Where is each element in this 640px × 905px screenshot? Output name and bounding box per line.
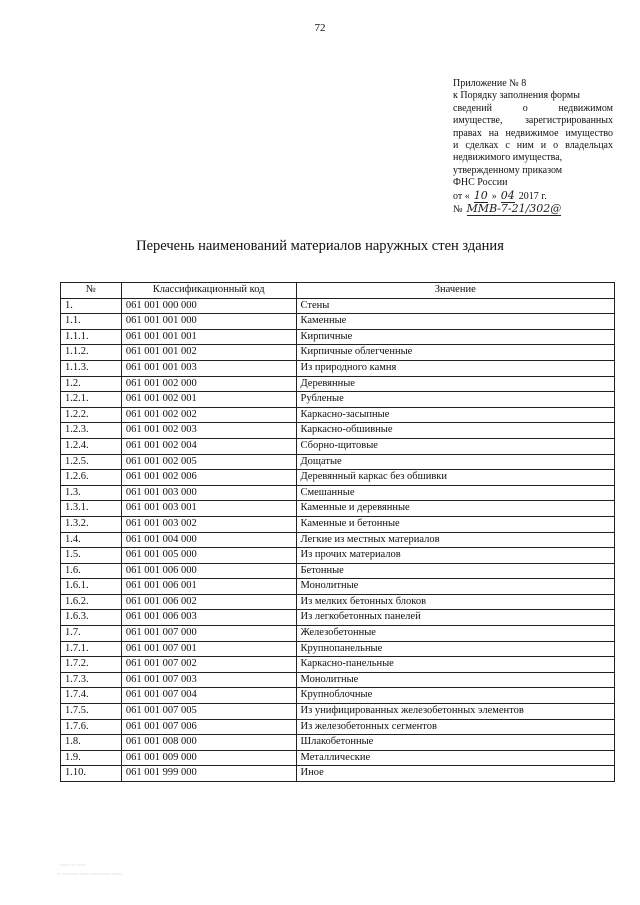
table-row: [61, 345, 615, 361]
row-code: 061 001 002 003: [121, 423, 296, 439]
materials-table: [60, 282, 615, 782]
row-code: 061 001 004 000: [121, 532, 296, 548]
row-value: Каркасно-засыпные: [296, 407, 615, 423]
row-value: Крупноблочные: [296, 688, 615, 704]
table-row: [61, 688, 615, 704]
row-number: 1.3.2.: [61, 516, 122, 532]
date-prefix: от «: [453, 190, 470, 202]
table-row: [61, 610, 615, 626]
row-number: 1.: [61, 298, 122, 314]
row-code: 061 001 999 000: [121, 766, 296, 782]
row-code: 061 001 001 003: [121, 360, 296, 376]
table-row: [61, 407, 615, 423]
order-number: [453, 203, 613, 216]
row-number: 1.6.2.: [61, 594, 122, 610]
row-value: Крупнопанельные: [296, 641, 615, 657]
row-code: 061 001 007 002: [121, 657, 296, 673]
row-code: 061 001 007 004: [121, 688, 296, 704]
row-value: Монолитные: [296, 672, 615, 688]
table-row: [61, 516, 615, 532]
row-number: 1.7.6.: [61, 719, 122, 735]
row-code: 061 001 005 000: [121, 548, 296, 564]
row-number: 1.1.2.: [61, 345, 122, 361]
table-row: [61, 657, 615, 673]
row-number: 1.10.: [61, 766, 122, 782]
table-row: [61, 719, 615, 735]
row-number: 1.7.3.: [61, 672, 122, 688]
table-row: [61, 704, 615, 720]
table-row: [61, 532, 615, 548]
row-value: Из унифицированных железобетонных элементов: [296, 704, 615, 720]
row-code: 061 001 006 000: [121, 563, 296, 579]
row-code: 061 001 006 001: [121, 579, 296, 595]
table-row: [61, 454, 615, 470]
row-number: 1.7.2.: [61, 657, 122, 673]
row-number: 1.1.3.: [61, 360, 122, 376]
row-number: 1.9.: [61, 750, 122, 766]
table-row: [61, 314, 615, 330]
appendix-line: к Порядку заполнения формы: [453, 90, 580, 102]
row-code: 061 001 006 003: [121, 610, 296, 626]
order-date: [453, 190, 613, 203]
table-row: [61, 735, 615, 751]
row-value: Иное: [296, 766, 615, 782]
row-code: 061 001 001 001: [121, 329, 296, 345]
row-value: Из мелких бетонных блоков: [296, 594, 615, 610]
row-value: Монолитные: [296, 579, 615, 595]
row-number: 1.6.1.: [61, 579, 122, 595]
appendix-block: [453, 78, 613, 216]
table-row: [61, 594, 615, 610]
row-code: 061 001 001 002: [121, 345, 296, 361]
table-row: [61, 501, 615, 517]
date-mid: »: [491, 190, 497, 202]
row-number: 1.2.2.: [61, 407, 122, 423]
table-row: [61, 485, 615, 501]
table-row: [61, 298, 615, 314]
number-prefix: №: [453, 204, 463, 216]
table-row: [61, 360, 615, 376]
row-code: 061 001 002 005: [121, 454, 296, 470]
row-number: 1.6.3.: [61, 610, 122, 626]
row-code: 061 001 008 000: [121, 735, 296, 751]
table-row: [61, 548, 615, 564]
table-row: [61, 766, 615, 782]
table-row: [61, 392, 615, 408]
table-row: [61, 641, 615, 657]
appendix-line: имуществе, зарегистрированных: [453, 115, 613, 127]
row-number: 1.2.: [61, 376, 122, 392]
row-value: Из железобетонных сегментов: [296, 719, 615, 735]
row-code: 061 001 000 000: [121, 298, 296, 314]
row-value: Из легкобетонных панелей: [296, 610, 615, 626]
header-number: №: [61, 283, 122, 299]
row-code: 061 001 003 002: [121, 516, 296, 532]
row-value: Дощатые: [296, 454, 615, 470]
row-value: Шлакобетонные: [296, 735, 615, 751]
row-number: 1.3.: [61, 485, 122, 501]
header-code: Классификационный код: [121, 283, 296, 299]
appendix-line: Приложение № 8: [453, 78, 527, 89]
row-value: Каменные: [296, 314, 615, 330]
row-value: Рубленые: [296, 392, 615, 408]
row-value: Металлические: [296, 750, 615, 766]
row-code: 061 001 003 000: [121, 485, 296, 501]
row-value: Каменные и деревянные: [296, 501, 615, 517]
table-row: [61, 563, 615, 579]
row-value: Деревянный каркас без обшивки: [296, 470, 615, 486]
table-row: [61, 626, 615, 642]
row-code: 061 001 002 006: [121, 470, 296, 486]
date-year: 2017 г.: [518, 190, 547, 202]
row-number: 1.3.1.: [61, 501, 122, 517]
row-value: Легкие из местных материалов: [296, 532, 615, 548]
row-number: 1.2.3.: [61, 423, 122, 439]
row-value: Кирпичные: [296, 329, 615, 345]
row-number: 1.7.1.: [61, 641, 122, 657]
table-row: [61, 750, 615, 766]
row-number: 1.5.: [61, 548, 122, 564]
row-value: Каркасно-обшивные: [296, 423, 615, 439]
row-number: 1.2.5.: [61, 454, 122, 470]
row-value: Из прочих материалов: [296, 548, 615, 564]
row-value: Бетонные: [296, 563, 615, 579]
handwritten-order-number: ММВ-7-21/302@: [466, 202, 562, 216]
row-value: Из природного камня: [296, 360, 615, 376]
row-number: 1.6.: [61, 563, 122, 579]
header-value: Значение: [296, 283, 615, 299]
row-code: 061 001 002 002: [121, 407, 296, 423]
appendix-line: сведений о недвижимом: [453, 102, 613, 114]
handwritten-month: 04: [500, 188, 515, 202]
table-row: [61, 329, 615, 345]
row-code: 061 001 003 001: [121, 501, 296, 517]
row-code: 061 001 006 002: [121, 594, 296, 610]
row-value: Каменные и бетонные: [296, 516, 615, 532]
row-number: 1.2.1.: [61, 392, 122, 408]
row-number: 1.7.4.: [61, 688, 122, 704]
row-value: Стены: [296, 298, 615, 314]
row-code: 061 001 007 005: [121, 704, 296, 720]
handwritten-day: 10: [473, 188, 488, 202]
row-number: 1.8.: [61, 735, 122, 751]
table-body: [61, 298, 615, 781]
row-value: Кирпичные облегченные: [296, 345, 615, 361]
row-number: 1.1.1.: [61, 329, 122, 345]
table-row: [61, 672, 615, 688]
row-value: Смешанные: [296, 485, 615, 501]
table-row: [61, 438, 615, 454]
appendix-line: и сделках с ним и о владельцах: [453, 140, 613, 152]
row-code: 061 001 009 000: [121, 750, 296, 766]
row-value: Каркасно-панельные: [296, 657, 615, 673]
row-number: 1.7.: [61, 626, 122, 642]
faint-marginal-note: ~~~ ~ ~~~ ~ ~~~~~ ~~~ ~~~~~~ ~~~: [56, 863, 123, 878]
row-code: 061 001 007 000: [121, 626, 296, 642]
table-row: [61, 579, 615, 595]
appendix-line: утвержденному приказом: [453, 164, 563, 176]
row-number: 1.1.: [61, 314, 122, 330]
row-value: Сборно-щитовые: [296, 438, 615, 454]
row-number: 1.2.4.: [61, 438, 122, 454]
appendix-line: ФНС России: [453, 177, 508, 189]
row-code: 061 001 007 006: [121, 719, 296, 735]
appendix-line: недвижимого имущества,: [453, 152, 563, 164]
row-value: Железобетонные: [296, 626, 615, 642]
row-code: 061 001 007 001: [121, 641, 296, 657]
row-code: 061 001 002 001: [121, 392, 296, 408]
table-row: [61, 470, 615, 486]
table-row: [61, 423, 615, 439]
row-code: 061 001 002 004: [121, 438, 296, 454]
row-number: 1.4.: [61, 532, 122, 548]
row-code: 061 001 007 003: [121, 672, 296, 688]
page-number: 72: [314, 22, 326, 34]
row-code: 061 001 001 000: [121, 314, 296, 330]
row-number: 1.2.6.: [61, 470, 122, 486]
row-number: 1.7.5.: [61, 704, 122, 720]
table-header-row: [61, 283, 615, 299]
table-row: [61, 376, 615, 392]
row-code: 061 001 002 000: [121, 376, 296, 392]
row-value: Деревянные: [296, 376, 615, 392]
document-title: Перечень наименований материалов наружных стен здания: [136, 238, 504, 254]
appendix-line: правах на недвижимое имущество: [453, 127, 613, 139]
